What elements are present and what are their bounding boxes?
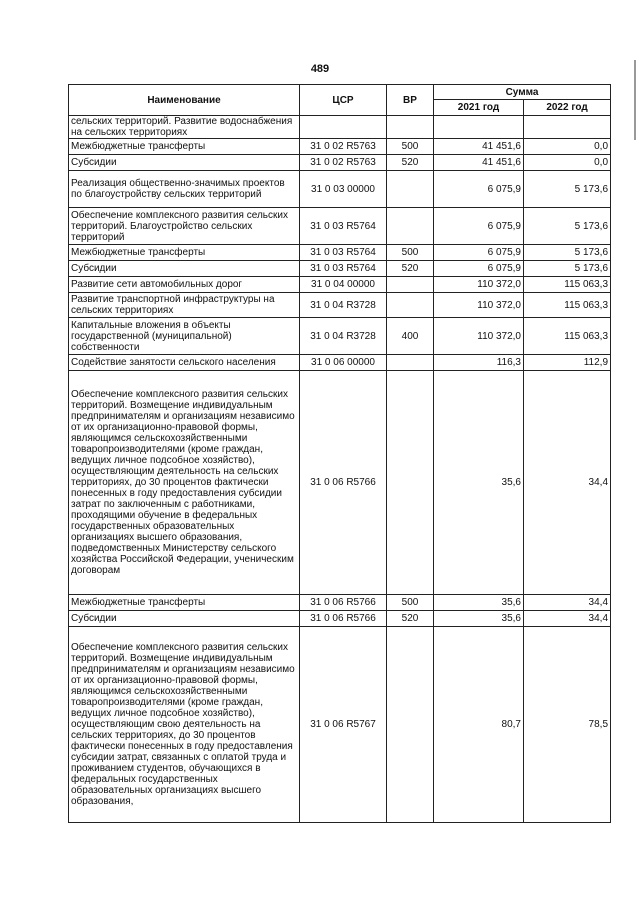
row-name: Межбюджетные трансферты bbox=[69, 595, 300, 611]
row-2022: 78,5 bbox=[524, 627, 611, 823]
table-row bbox=[69, 139, 611, 155]
row-csr: 31 0 03 00000 bbox=[300, 171, 387, 208]
row-vr: 520 bbox=[387, 611, 434, 627]
table-row bbox=[69, 155, 611, 171]
header-year-2022: 2022 год bbox=[524, 100, 611, 116]
row-vr: 500 bbox=[387, 245, 434, 261]
row-vr bbox=[387, 371, 434, 595]
table-row bbox=[69, 277, 611, 293]
row-vr bbox=[387, 116, 434, 139]
row-name: Обеспечение комплексного развития сельских территорий. Возмещение индивидуальным предпринимателям и организациям независимо от их организационно-правовой формы, являющимся сельскохозяйственными товаропроизводителями (кроме граждан, ведущих личное подсобное хозяйство), осуществляющим деятельность на сельских территориях, до 30 процентов фактически понесенных в году предоставления субсидии затрат по заключенным с работниками, проходящими обучение в федеральных государственных образовательных организациях высшего образования, подведомственных Министерству сельского хозяйства Российской Федерации, ученическим договорам bbox=[69, 371, 300, 595]
row-vr: 400 bbox=[387, 318, 434, 355]
row-2022: 0,0 bbox=[524, 139, 611, 155]
row-2021: 6 075,9 bbox=[434, 261, 524, 277]
row-2021: 110 372,0 bbox=[434, 318, 524, 355]
row-2022: 115 063,3 bbox=[524, 293, 611, 318]
table-row bbox=[69, 171, 611, 208]
table-row bbox=[69, 318, 611, 355]
row-2021: 6 075,9 bbox=[434, 208, 524, 245]
row-2022: 5 173,6 bbox=[524, 261, 611, 277]
row-name: Обеспечение комплексного развития сельских территорий. Благоустройство сельских территорий bbox=[69, 208, 300, 245]
row-2021: 35,6 bbox=[434, 595, 524, 611]
row-name: Реализация общественно-значимых проектов по благоустройству сельских территорий bbox=[69, 171, 300, 208]
header-name: Наименование bbox=[69, 85, 300, 116]
row-2022: 5 173,6 bbox=[524, 245, 611, 261]
page-number: 489 bbox=[310, 63, 330, 75]
row-name: Межбюджетные трансферты bbox=[69, 139, 300, 155]
table-row bbox=[69, 261, 611, 277]
table-row bbox=[69, 611, 611, 627]
row-vr bbox=[387, 171, 434, 208]
row-vr bbox=[387, 627, 434, 823]
row-vr: 500 bbox=[387, 595, 434, 611]
row-2022: 34,4 bbox=[524, 611, 611, 627]
budget-table bbox=[68, 84, 611, 823]
row-csr: 31 0 03 R5764 bbox=[300, 261, 387, 277]
header-csr: ЦСР bbox=[300, 85, 387, 116]
row-2021: 41 451,6 bbox=[434, 139, 524, 155]
row-csr: 31 0 06 00000 bbox=[300, 355, 387, 371]
row-csr: 31 0 03 R5764 bbox=[300, 208, 387, 245]
row-vr: 500 bbox=[387, 139, 434, 155]
row-name: Капитальные вложения в объекты государственной (муниципальной) собственности bbox=[69, 318, 300, 355]
row-2021: 116,3 bbox=[434, 355, 524, 371]
row-2021 bbox=[434, 116, 524, 139]
row-name: Субсидии bbox=[69, 611, 300, 627]
row-vr bbox=[387, 293, 434, 318]
row-csr: 31 0 06 R5766 bbox=[300, 611, 387, 627]
header-sum: Сумма bbox=[434, 85, 611, 100]
row-2022: 0,0 bbox=[524, 155, 611, 171]
row-csr: 31 0 06 R5766 bbox=[300, 595, 387, 611]
row-2022: 115 063,3 bbox=[524, 277, 611, 293]
row-vr: 520 bbox=[387, 261, 434, 277]
row-csr bbox=[300, 116, 387, 139]
row-2022: 5 173,6 bbox=[524, 171, 611, 208]
row-csr: 31 0 02 R5763 bbox=[300, 139, 387, 155]
row-vr bbox=[387, 277, 434, 293]
row-csr: 31 0 06 R5766 bbox=[300, 371, 387, 595]
table-row bbox=[69, 208, 611, 245]
row-csr: 31 0 02 R5763 bbox=[300, 155, 387, 171]
row-2021: 110 372,0 bbox=[434, 277, 524, 293]
table-row bbox=[69, 595, 611, 611]
row-name: Субсидии bbox=[69, 155, 300, 171]
row-csr: 31 0 04 00000 bbox=[300, 277, 387, 293]
row-2021: 35,6 bbox=[434, 611, 524, 627]
row-name: Развитие транспортной инфраструктуры на сельских территориях bbox=[69, 293, 300, 318]
row-name: Субсидии bbox=[69, 261, 300, 277]
row-csr: 31 0 03 R5764 bbox=[300, 245, 387, 261]
header-year-2021: 2021 год bbox=[434, 100, 524, 116]
row-vr: 520 bbox=[387, 155, 434, 171]
table-row bbox=[69, 371, 611, 595]
row-name: Развитие сети автомобильных дорог bbox=[69, 277, 300, 293]
row-name: Обеспечение комплексного развития сельских территорий. Возмещение индивидуальным предпринимателям и организациям независимо от их организационно-правовой формы, являющимся сельскохозяйственными товаропроизводителями (кроме граждан, ведущих личное подсобное хозяйство), осуществляющим свою деятельность на сельских территориях, до 30 процентов фактически понесенных в году предоставления субсидии затрат, связанных с оплатой труда и проживанием студентов, обучающихся в федеральных государственных образовательных организациях высшего образования, bbox=[69, 627, 300, 823]
row-2022 bbox=[524, 116, 611, 139]
row-2021: 6 075,9 bbox=[434, 245, 524, 261]
row-2022: 112,9 bbox=[524, 355, 611, 371]
row-csr: 31 0 04 R3728 bbox=[300, 318, 387, 355]
row-name: сельских территорий. Развитие водоснабжения на сельских территориях bbox=[69, 116, 300, 139]
row-name: Межбюджетные трансферты bbox=[69, 245, 300, 261]
row-csr: 31 0 06 R5767 bbox=[300, 627, 387, 823]
row-2021: 80,7 bbox=[434, 627, 524, 823]
row-2022: 115 063,3 bbox=[524, 318, 611, 355]
row-2021: 41 451,6 bbox=[434, 155, 524, 171]
header-vr: ВР bbox=[387, 85, 434, 116]
row-2022: 34,4 bbox=[524, 595, 611, 611]
row-2021: 35,6 bbox=[434, 371, 524, 595]
row-vr bbox=[387, 355, 434, 371]
table-row bbox=[69, 355, 611, 371]
row-csr: 31 0 04 R3728 bbox=[300, 293, 387, 318]
scan-edge-mark bbox=[634, 60, 636, 140]
row-2021: 6 075,9 bbox=[434, 171, 524, 208]
table-row bbox=[69, 116, 611, 139]
row-name: Содействие занятости сельского населения bbox=[69, 355, 300, 371]
table-row bbox=[69, 245, 611, 261]
row-2021: 110 372,0 bbox=[434, 293, 524, 318]
table-row bbox=[69, 627, 611, 823]
row-vr bbox=[387, 208, 434, 245]
row-2022: 34,4 bbox=[524, 371, 611, 595]
table-row bbox=[69, 293, 611, 318]
row-2022: 5 173,6 bbox=[524, 208, 611, 245]
